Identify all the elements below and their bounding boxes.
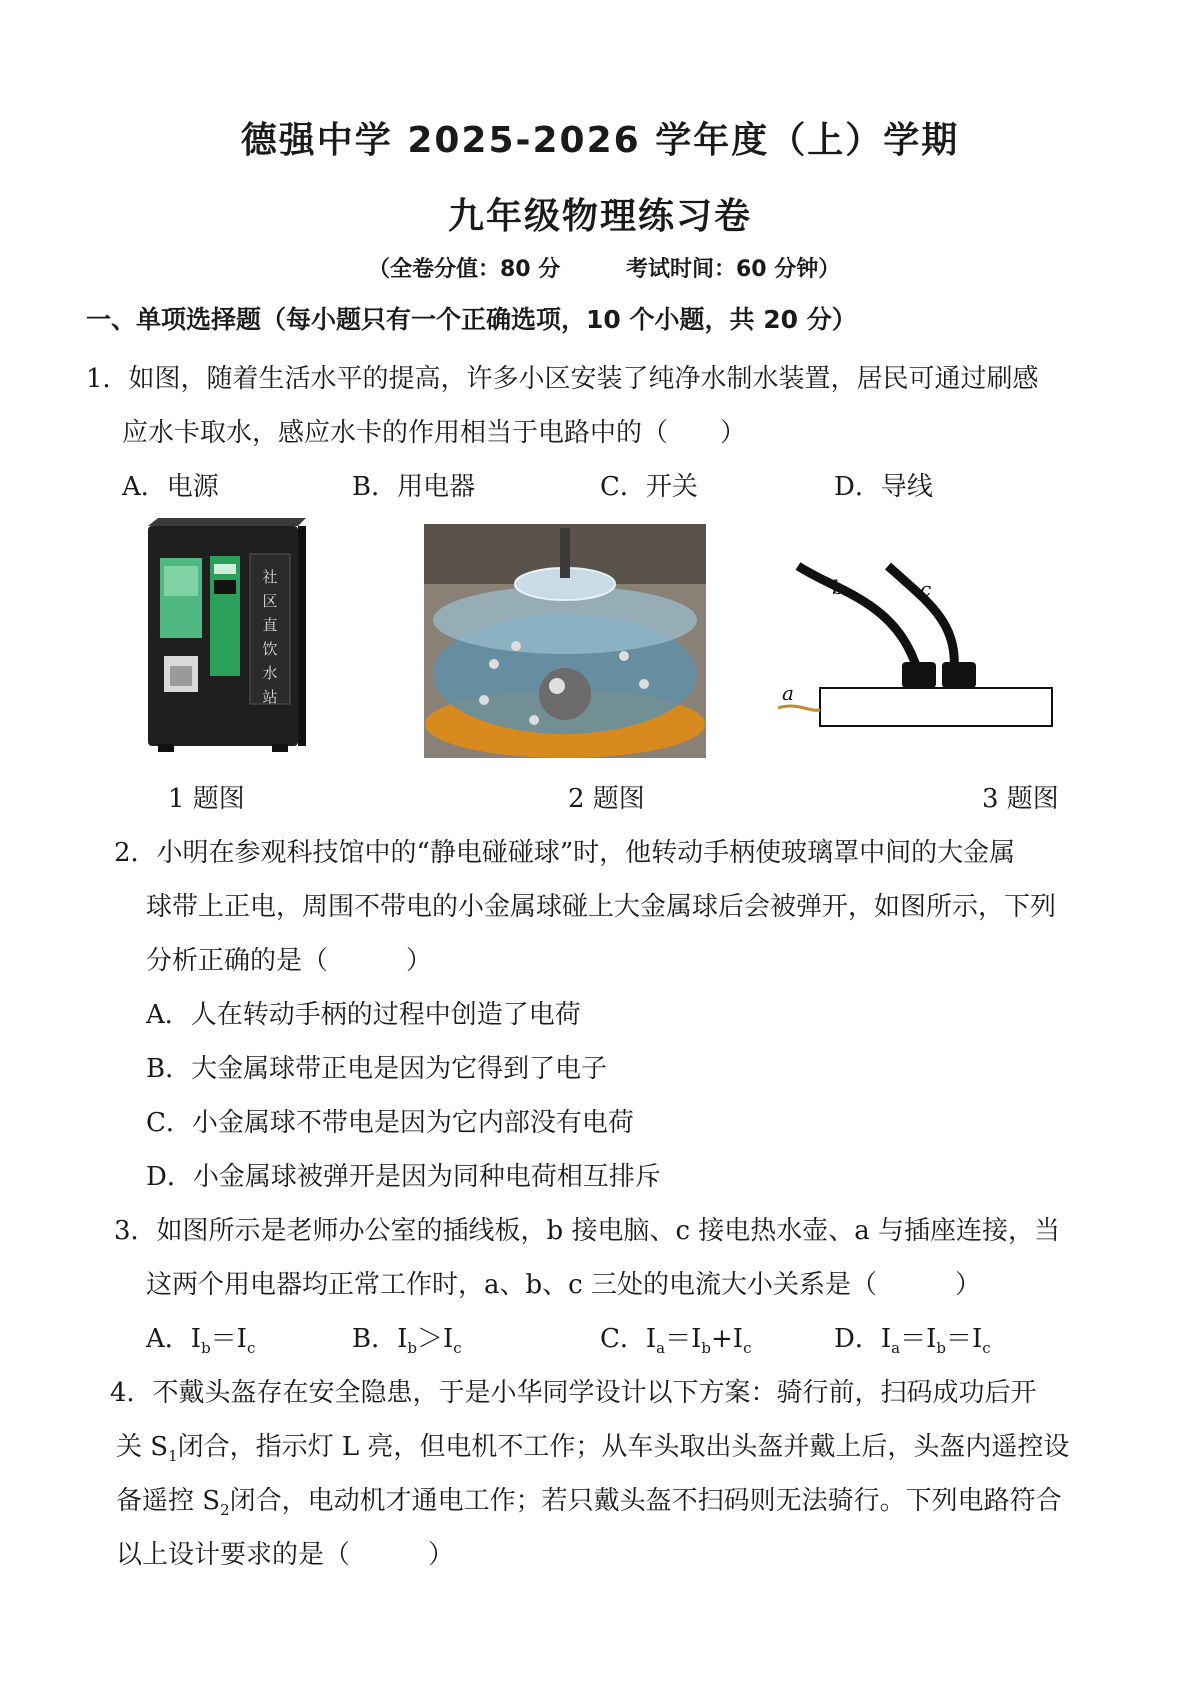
q3-line1: 3．如图所示是老师办公室的插线板，b 接电脑、c 接电热水壶、a 与插座连接，当: [114, 1216, 1061, 1246]
q3-option-d-mid2: ＝I: [945, 1324, 983, 1354]
q4-line2-sub: 1: [168, 1447, 178, 1466]
q3-option-d-sub2: b: [936, 1339, 946, 1358]
q3-option-d-label: D．I: [834, 1324, 892, 1354]
q3-option-d-mid1: ＝I: [900, 1324, 937, 1354]
q2-option-c: C．小金属球不带电是因为它内部没有电荷: [146, 1108, 634, 1138]
q3-option-a: [146, 1318, 255, 1357]
q3-option-b-label: B．I: [352, 1324, 408, 1354]
q4-line3-sub: 2: [220, 1501, 230, 1520]
q4-line1: 4．不戴头盔存在安全隐患，于是小华同学设计以下方案：骑行前，扫码成功后开: [110, 1378, 1037, 1408]
q3-option-a-label: A．I: [146, 1324, 202, 1354]
q4-line3-rest: 闭合，电动机才通电工作；若只戴头盔不扫码则无法骑行。下列电路符合: [229, 1486, 1062, 1516]
q4-line2-rest: 闭合，指示灯 L 亮，但电机不工作；从车头取出头盔并戴上后，头盔内遥控设: [177, 1432, 1070, 1462]
q3-option-c: [600, 1318, 751, 1357]
figure-2-caption: 2 题图: [568, 784, 645, 814]
q4-line2: [116, 1426, 1069, 1465]
q1-line2: 应水卡取水，感应水卡的作用相当于电路中的（ ）: [122, 418, 747, 448]
q3-option-a-mid1: ＝I: [210, 1324, 247, 1354]
q3-option-c-sub3: c: [743, 1339, 752, 1358]
q2-option-d: D．小金属球被弹开是因为同种电荷相互排斥: [146, 1162, 661, 1192]
q1-option-a: A．电源: [122, 472, 219, 502]
q2-option-b: B．大金属球带正电是因为它得到了电子: [146, 1054, 608, 1084]
exam-title-school: 德强中学 2025-2026 学年度（上）学期: [240, 120, 960, 161]
wire-label-c: c: [920, 577, 932, 601]
q3-option-b-sub1: b: [407, 1339, 417, 1358]
q4-line2-start: 关 S: [116, 1432, 169, 1462]
figure-2-electrostatic-balls: [424, 524, 706, 758]
q3-option-d-sub3: c: [982, 1339, 991, 1358]
q2-line2: 球带上正电，周围不带电的小金属球碰上大金属球后会被弹开，如图所示，下列: [146, 892, 1057, 922]
q4-line3-start: 备遥控 S: [116, 1486, 221, 1516]
kiosk-label-char-6: 站: [262, 688, 278, 706]
q3-option-c-sub1: a: [656, 1339, 666, 1358]
glass-dome-illustration: [424, 524, 706, 758]
wire-label-b: b: [832, 575, 845, 599]
q3-option-c-label: C．I: [600, 1324, 657, 1354]
kiosk-label-char-1: 社: [262, 568, 278, 586]
q4-line4: 以上设计要求的是（ ）: [116, 1540, 455, 1570]
q1-line1: 1．如图，随着生活水平的提高，许多小区安装了纯净水制水装置，居民可通过刷感: [86, 364, 1039, 394]
q3-option-b-mid1: ＞I: [417, 1324, 454, 1354]
kiosk-label-char-5: 水: [262, 664, 278, 682]
exam-title-subject: 九年级物理练习卷: [447, 196, 752, 237]
kiosk-label-char-2: 区: [262, 592, 278, 610]
figure-1-caption: 1 题图: [168, 784, 245, 814]
q1-option-d: D．导线: [834, 472, 933, 502]
section-heading: 一、单项选择题（每小题只有一个正确选项，10 个小题，共 20 分）: [86, 305, 857, 334]
q3-option-d-sub1: a: [891, 1339, 901, 1358]
q2-line1: 2．小明在参观科技馆中的“静电碰碰球”时，他转动手柄使玻璃罩中间的大金属: [114, 838, 1016, 868]
water-kiosk-illustration: [146, 516, 306, 756]
q1-option-b: B．用电器: [352, 472, 476, 502]
q3-option-c-mid2: +I: [711, 1324, 744, 1354]
q3-option-c-sub2: b: [701, 1339, 712, 1358]
figure-1-water-kiosk: [146, 516, 306, 756]
kiosk-label-char-3: 直: [262, 616, 278, 634]
total-score: （全卷分值：80 分: [368, 257, 561, 282]
exam-time: 考试时间：60 分钟）: [626, 257, 841, 282]
q3-option-b: [352, 1318, 462, 1357]
q1-option-c: C．开关: [600, 472, 698, 502]
q3-option-a-sub2: c: [246, 1339, 256, 1358]
figure-3-caption: 3 题图: [982, 784, 1059, 814]
kiosk-label-char-4: 饮: [262, 640, 278, 658]
figure-3-power-strip: [778, 562, 1060, 762]
q3-option-b-sub2: c: [453, 1339, 462, 1358]
q3-option-c-mid1: ＝I: [665, 1324, 702, 1354]
wire-label-a: a: [782, 681, 794, 705]
power-strip-illustration: [778, 562, 1060, 762]
q3-line2: 这两个用电器均正常工作时，a、b、c 三处的电流大小关系是（ ）: [146, 1270, 981, 1300]
q3-option-a-sub1: b: [201, 1339, 211, 1358]
q4-line3: [116, 1480, 1062, 1519]
q2-line3: 分析正确的是（ ）: [146, 946, 433, 976]
q3-option-d: [834, 1318, 991, 1357]
q2-option-a: A．人在转动手柄的过程中创造了电荷: [146, 1000, 581, 1030]
